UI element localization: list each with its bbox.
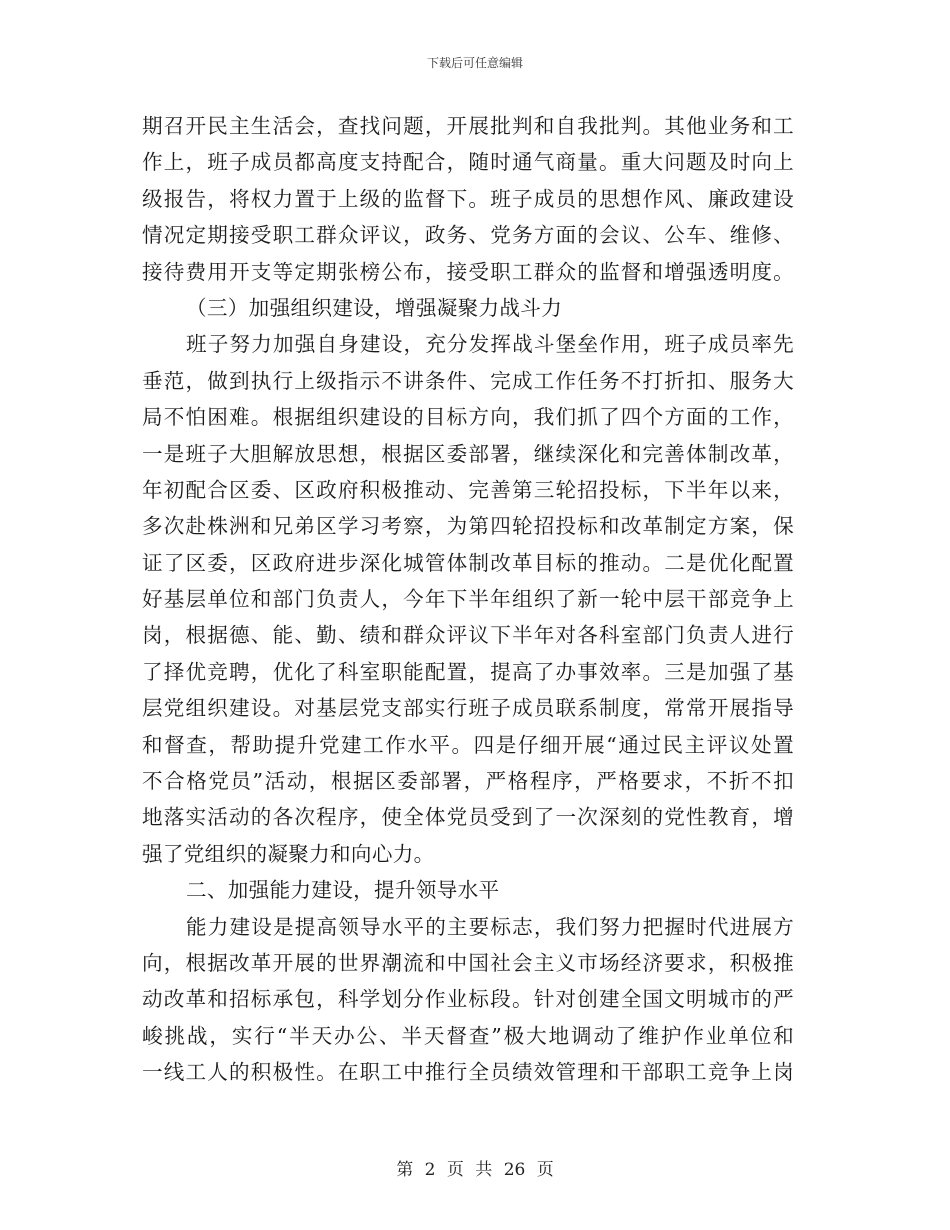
text-line: 不合格党员”活动，根据区委部署，严格程序，严格要求，不折不扣 (142, 769, 794, 794)
document-body (142, 108, 794, 1091)
text-line: 动改革和招标承包，科学划分作业标段。针对创建全国文明城市的严 (142, 987, 794, 1012)
text-line: 一线工人的积极性。在职工中推行全员绩效管理和干部职工竞争上岗 (142, 1060, 794, 1085)
text-line: 级报告，将权力置于上级的监督下。班子成员的思想作风、廉政建设 (142, 186, 794, 211)
text-line: 期召开民主生活会，查找问题，开展批判和自我批判。其他业务和工 (142, 114, 794, 138)
text-line: 好基层单位和部门负责人，今年下半年组织了新一轮中层干部竞争上 (142, 587, 794, 612)
text-line: 多次赴株洲和兄弟区学习考察，为第四轮招投标和改革制定方案，保 (142, 514, 794, 539)
text-line: 和督查，帮助提升党建工作水平。四是仔细开展“通过民主评议处置 (142, 732, 794, 757)
text-line: 层党组织建设。对基层党支部实行班子成员联系制度，常常开展指导 (142, 696, 794, 721)
text-line: 年初配合区委、区政府积极推动、完善第三轮招投标，下半年以来， (142, 477, 794, 502)
page-number: 第 2 页 共 26 页 (396, 1160, 554, 1180)
text-line: 局不怕困难。根据组织建设的目标方向，我们抓了四个方面的工作， (142, 405, 794, 430)
text-line: 垂范，做到执行上级指示不讲条件、完成工作任务不打折扣、服务大 (142, 368, 794, 393)
text-line: 地落实活动的各次程序，使全体党员受到了一次深刻的党性教育，增 (142, 805, 794, 830)
text-line: 了择优竞聘，优化了科室职能配置，提高了办事效率。三是加强了基 (142, 659, 794, 684)
text-line: 向，根据改革开展的世界潮流和中国社会主义市场经济要求，积极推 (142, 950, 794, 975)
text-line: 情况定期接受职工群众评议，政务、党务方面的会议、公车、维修、 (142, 223, 794, 248)
text-line: 证了区委，区政府进步深化城管体制改革目标的推动。二是优化配置 (142, 550, 794, 575)
page-header-note: 下载后可任意编辑 (426, 56, 523, 70)
text-line: 一是班子大胆解放思想，根据区委部署，继续深化和完善体制改革， (142, 441, 794, 466)
paragraph-first-line: 能力建设是提高领导水平的主要标志，我们努力把握时代进展方 (186, 914, 794, 939)
text-line: 作上，班子成员都高度支持配合，随时通气商量。重大问题及时向上 (142, 150, 794, 175)
paragraph-first-line: 班子努力加强自身建设，充分发挥战斗堡垒作用，班子成员率先 (186, 332, 794, 357)
text-line: 岗，根据德、能、勤、绩和群众评议下半年对各科室部门负责人进行 (142, 623, 794, 648)
section-heading: （三）加强组织建设，增强凝聚力战斗力 (186, 295, 563, 320)
text-line: 强了党组织的凝聚力和向心力。 (142, 841, 435, 866)
text-line: 接待费用开支等定期张榜公布，接受职工群众的监督和增强透明度。 (142, 259, 794, 284)
section-heading: 二、加强能力建设，提升领导水平 (186, 878, 500, 903)
text-line: 峻挑战，实行“半天办公、半天督查”极大地调动了维护作业单位和 (142, 1023, 794, 1048)
